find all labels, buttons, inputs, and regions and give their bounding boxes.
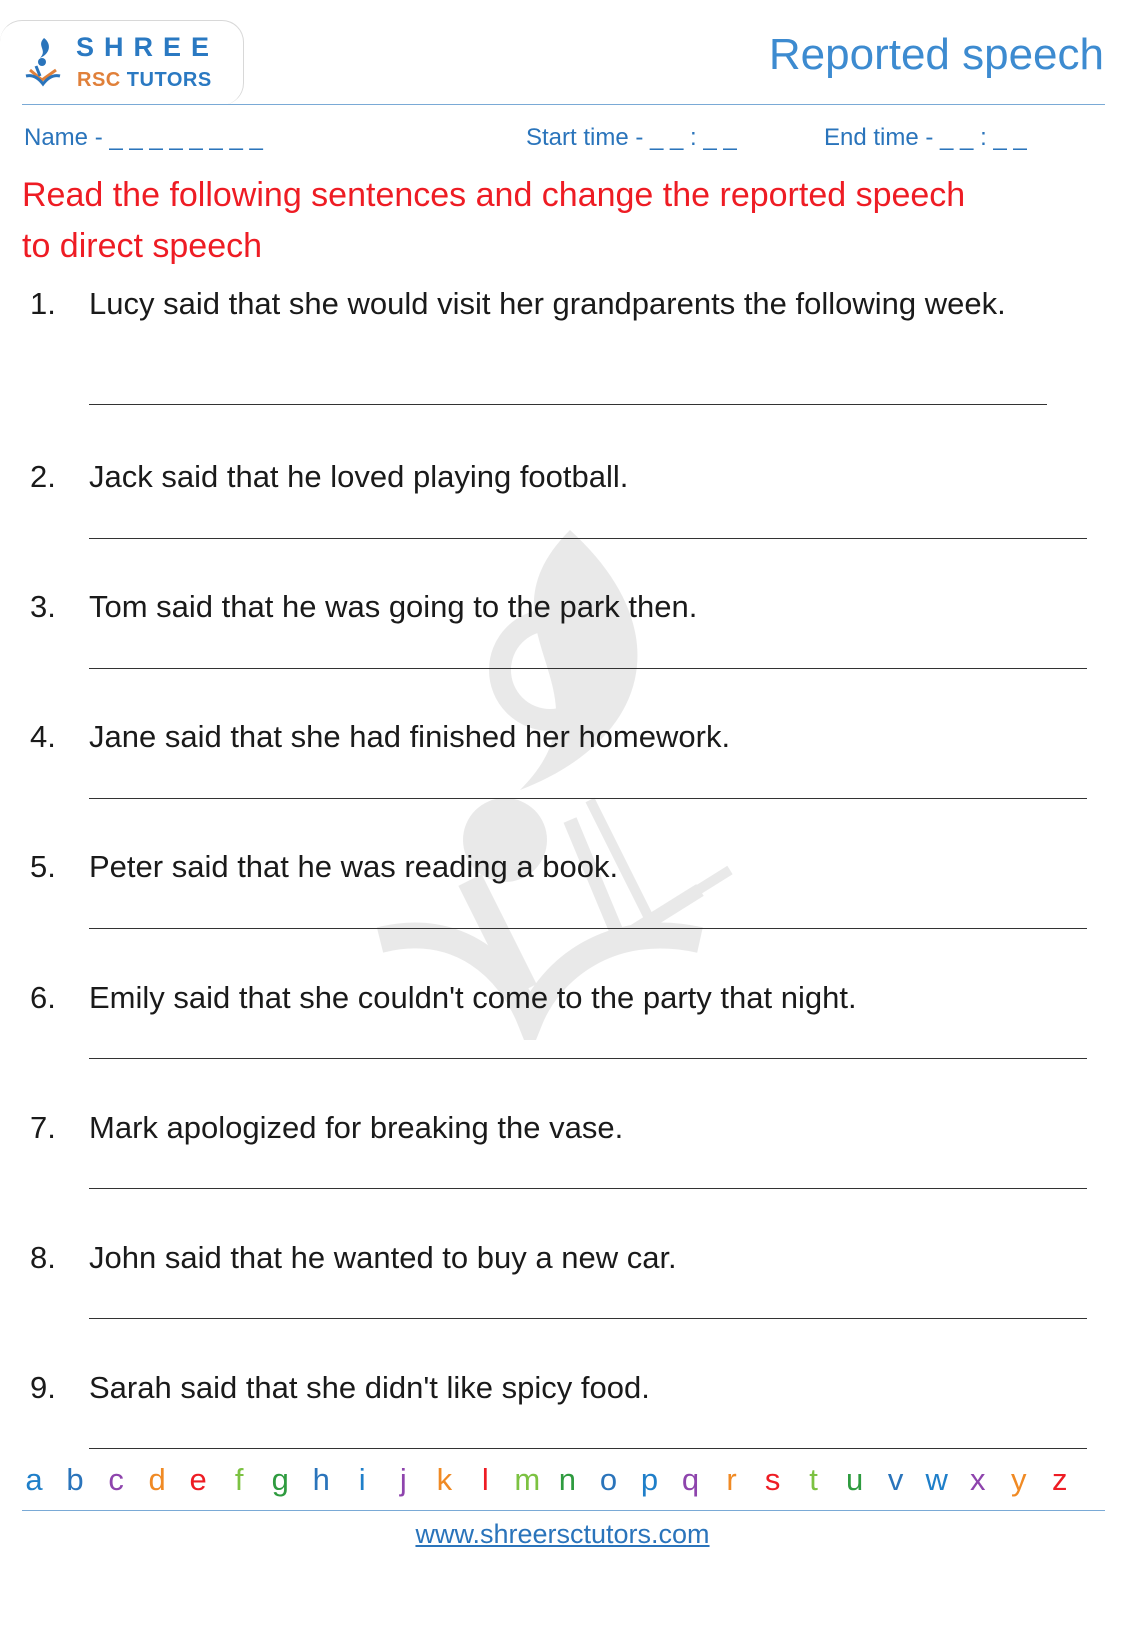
answer-line-3[interactable] <box>89 668 1087 669</box>
alphabet-letter-c: c <box>108 1462 124 1497</box>
alphabet-letter-l: l <box>481 1462 489 1497</box>
alphabet-letter-g: g <box>271 1462 289 1497</box>
logo-subtitle <box>77 69 212 92</box>
alphabet-letter-e: e <box>189 1462 207 1497</box>
logo-rsc-text: RSC <box>77 69 121 91</box>
question-text: Mark apologized for breaking the vase. <box>89 1110 624 1145</box>
alphabet-letter-s: s <box>764 1462 781 1497</box>
answer-line-4[interactable] <box>89 798 1087 799</box>
alphabet-letter-h: h <box>312 1462 330 1497</box>
alphabet-letter-t: t <box>809 1462 818 1497</box>
question-text: Sarah said that she didn't like spicy food. <box>89 1370 650 1405</box>
question-number: 2. <box>30 459 56 494</box>
alphabet-letter-i: i <box>358 1462 366 1497</box>
question-text: Emily said that she couldn't come to the party that night. <box>89 980 857 1015</box>
question-number: 8. <box>30 1240 56 1275</box>
alphabet-letter-b: b <box>66 1462 84 1497</box>
header-divider <box>22 104 1105 105</box>
footer-divider <box>22 1510 1105 1511</box>
alphabet-letter-d: d <box>148 1462 166 1497</box>
alphabet-letter-q: q <box>681 1462 700 1497</box>
alphabet-letter-m: m <box>514 1462 541 1497</box>
question-number: 7. <box>30 1110 56 1145</box>
alphabet-letter-o: o <box>599 1462 618 1497</box>
question-text: John said that he wanted to buy a new car. <box>89 1240 677 1275</box>
alphabet-letter-a: a <box>25 1462 43 1497</box>
page-title: Reported speech <box>768 30 1104 79</box>
alphabet-letter-f: f <box>234 1462 244 1497</box>
alphabet-letter-x: x <box>969 1462 986 1497</box>
question-number: 3. <box>30 589 56 624</box>
question-text: Lucy said that she would visit her grandparents the following week. <box>89 286 1006 321</box>
alphabet-letter-w: w <box>925 1462 948 1497</box>
name-field: Name - _ _ _ _ _ _ _ _ <box>24 124 263 151</box>
alphabet-letter-r: r <box>726 1462 737 1497</box>
alphabet-letter-u: u <box>846 1462 864 1497</box>
answer-line-2[interactable] <box>89 538 1087 539</box>
logo-icon <box>22 36 64 90</box>
end-time-field: End time - _ _ : _ _ <box>824 124 1027 151</box>
alphabet-letter-z: z <box>1052 1462 1068 1497</box>
logo-tutors-text: TUTORS <box>126 69 212 91</box>
alphabet-letter-p: p <box>640 1462 659 1497</box>
start-time-field: Start time - _ _ : _ _ <box>526 124 737 151</box>
instruction-text: Read the following sentences and change the reported speech to direct speech <box>22 176 966 265</box>
question-number: 1. <box>30 286 56 321</box>
alphabet-strip <box>22 1462 1072 1498</box>
question-number: 5. <box>30 849 56 884</box>
alphabet-letter-n: n <box>558 1462 577 1497</box>
alphabet-letter-j: j <box>399 1462 407 1497</box>
question-number: 9. <box>30 1370 56 1405</box>
question-text: Peter said that he was reading a book. <box>89 849 619 884</box>
answer-line-7[interactable] <box>89 1188 1087 1189</box>
question-text: Jane said that she had finished her homework. <box>89 719 731 754</box>
answer-line-6[interactable] <box>89 1058 1087 1059</box>
answer-line-8[interactable] <box>89 1318 1087 1319</box>
question-number: 6. <box>30 980 56 1015</box>
website-link[interactable]: www.shreersctutors.com <box>415 1519 710 1549</box>
logo-brand-text: SHREE <box>76 32 220 62</box>
question-text: Jack said that he loved playing football. <box>89 459 629 494</box>
question-text: Tom said that he was going to the park then. <box>89 589 698 624</box>
answer-line-9[interactable] <box>89 1448 1087 1449</box>
question-number: 4. <box>30 719 56 754</box>
answer-line-1[interactable] <box>89 404 1047 405</box>
alphabet-letter-y: y <box>1011 1462 1027 1497</box>
alphabet-letter-k: k <box>436 1462 453 1497</box>
alphabet-letter-v: v <box>887 1462 904 1497</box>
answer-line-5[interactable] <box>89 928 1087 929</box>
